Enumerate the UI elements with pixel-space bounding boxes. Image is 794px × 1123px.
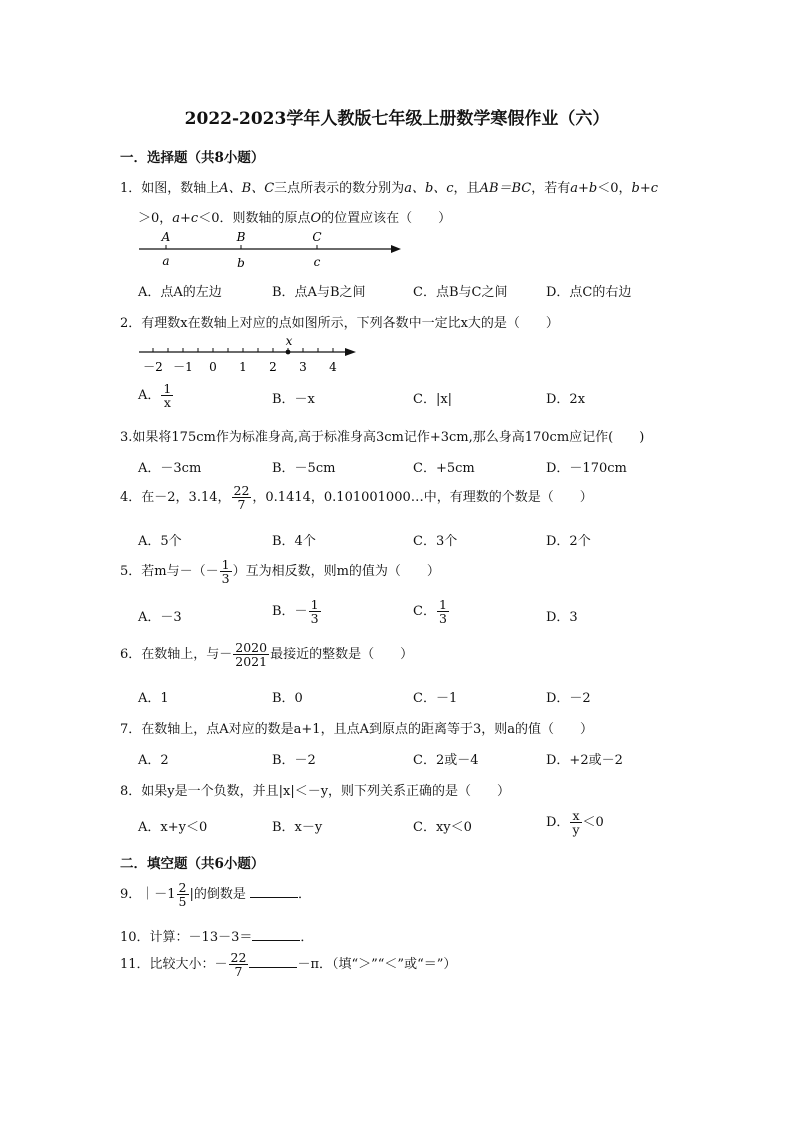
q7-option-b: B．－2 [272, 753, 316, 768]
q8-option-a: A．x+y＜0 [138, 820, 208, 835]
q6-option-a: A．1 [138, 691, 169, 706]
q1-label-B: B [236, 230, 246, 244]
q2-option-b: B．－x [272, 392, 315, 407]
q6-option-c: C．－1 [413, 691, 458, 706]
question-5-stem: 5．若m与－（－ $\frac{1}{3}$ ）互为相反数，则m的值为（ ） [120, 557, 440, 587]
q3-option-d: D．－170cm [546, 461, 627, 476]
q1-option-c: C．点B与C之间 [413, 285, 508, 300]
question-6-stem: 6．在数轴上，与－ $\frac{2020}{2021}$ 最接近的整数是（ ） [120, 640, 414, 670]
q4-option-c: C．3个 [413, 534, 458, 549]
q2-option-d: D．2x [546, 392, 586, 407]
q2-tick-label: －1 [173, 360, 193, 374]
q2-point-label: x [285, 334, 293, 348]
q8-option-c: C．xy＜0 [413, 820, 472, 835]
question-2-stem: 2．有理数x在数轴上对应的点如图所示，下列各数中一定比x大的是（ ） [120, 316, 559, 331]
q4-option-b: B．4个 [272, 534, 316, 549]
question-11: 11．比较大小：－ $\frac{22}{7}$ －π．（填“＞”“＜”或“＝”） [120, 950, 457, 980]
q5-option-d: D．3 [546, 610, 578, 625]
q2-axis-arrow [345, 348, 356, 356]
q1-option-b: B．点A与B之间 [272, 285, 366, 300]
question-1-line-1: 1．如图，数轴上A、B、C三点所表示的数分别为a、b、c，且AB＝BC，若有a+b＜0，b+c [120, 181, 659, 196]
q2-tick-label: 1 [239, 360, 247, 374]
q7-option-d: D．+2或－2 [546, 753, 623, 768]
q6-option-d: D．－2 [546, 691, 591, 706]
question-4-stem: 4．在－2，3.14， $\frac{22}{7}$ ，0.1414，0.101001000…中，有理数的个数是（ ） [120, 483, 593, 513]
q5-option-b: B．－ $\frac{1}{3}$ [272, 597, 319, 627]
q2-tick-label: －2 [143, 360, 163, 374]
q3-option-b: B．－5cm [272, 461, 336, 476]
question-10: 10．计算：－13－3＝ ． [120, 930, 314, 945]
q2-tick-label: 3 [299, 360, 307, 374]
document-title: 2022-2023学年人教版七年级上册数学寒假作业（六） [184, 109, 610, 129]
q2-option-c: C．|x| [413, 392, 453, 407]
q2-option-a: A． $\frac{1}{x}$ [138, 381, 172, 411]
q1-label-c: c [313, 255, 321, 269]
question-7-stem: 7．在数轴上，点A对应的数是a+1，且点A到原点的距离等于3，则a的值（ ） [120, 722, 593, 737]
q1-label-a: a [162, 254, 170, 268]
q1-option-d: D．点C的右边 [546, 285, 632, 300]
q2-tick-label: 2 [269, 360, 277, 374]
q3-option-c: C．+5cm [413, 461, 475, 476]
q6-option-b: B．0 [272, 691, 303, 706]
q1-label-b: b [237, 256, 245, 270]
q1-option-a: A．点A的左边 [138, 285, 222, 300]
question-8-stem: 8．如果y是一个负数，并且|x|＜－y，则下列关系正确的是（ ） [120, 784, 511, 799]
question-9: 9．｜－1 $\frac{2}{5}$ |的倒数是 ． [120, 880, 312, 910]
section-heading-choice: 一．选择题（共8小题） [120, 150, 265, 166]
q1-label-C: C [312, 230, 322, 244]
q2-tick-label: 0 [209, 360, 217, 374]
q5-option-a: A．－3 [138, 610, 182, 625]
q4-option-d: D．2个 [546, 534, 591, 549]
q7-option-c: C．2或－4 [413, 753, 479, 768]
question-3-stem: 3.如果将175cm作为标准身高,高于标准身高3cm记作+3cm,那么身高170cm应记作( ) [120, 430, 645, 445]
q1-axis-arrow [391, 245, 401, 253]
q1-label-A: A [161, 230, 171, 244]
section-heading-fill: 二．填空题（共6小题） [120, 856, 265, 872]
q11-answer-blank[interactable] [249, 955, 297, 968]
q4-option-a: A．5个 [138, 534, 182, 549]
q2-point-x [286, 350, 291, 355]
q2-number-line [135, 334, 365, 376]
q3-option-a: A．－3cm [138, 461, 202, 476]
q8-option-d: D． $\frac{x}{y}$ ＜0 [546, 808, 604, 838]
q7-option-a: A．2 [138, 753, 169, 768]
q9-answer-blank[interactable] [250, 885, 298, 898]
question-1-line-2: ＞0，a+c＜0．则数轴的原点O的位置应该在（ ） [138, 211, 452, 226]
q5-option-c: C． $\frac{1}{3}$ [413, 597, 447, 627]
q10-answer-blank[interactable] [252, 928, 300, 941]
q2-tick-label: 4 [329, 360, 337, 374]
q1-number-line [135, 228, 415, 274]
q8-option-b: B．x－y [272, 820, 323, 835]
